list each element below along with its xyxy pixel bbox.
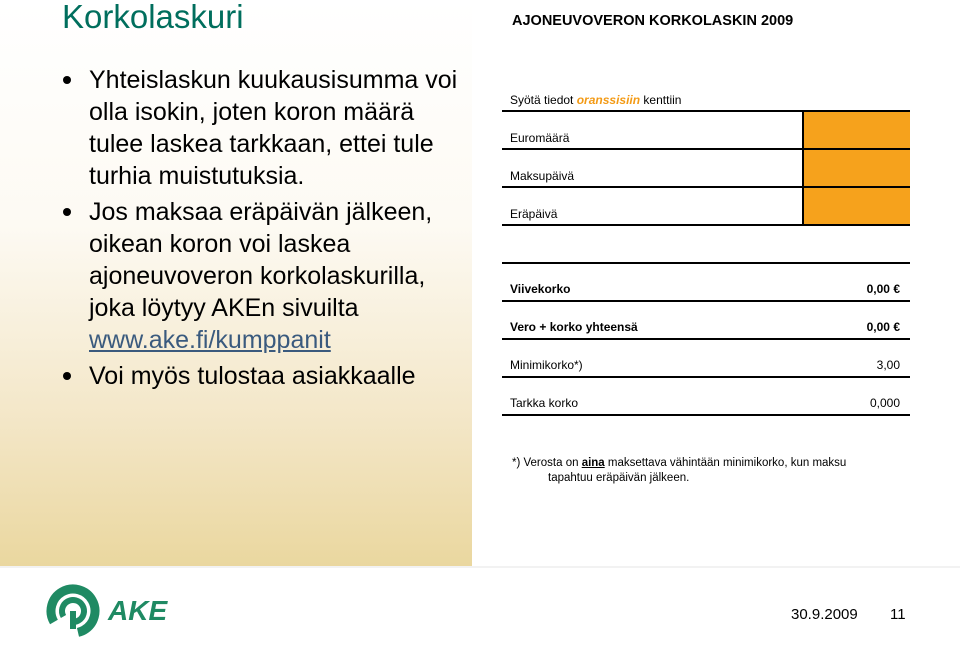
divider [502,262,910,264]
divider [502,224,910,226]
instruction-highlight: oranssisiin [576,93,641,107]
bullet-item [62,196,462,356]
ake-logo-icon [44,582,204,640]
total-value: 0,00 € [866,320,900,334]
divider [802,110,804,148]
calculator-panel [502,84,910,566]
divider [802,186,804,224]
divider [502,300,910,302]
footnote-line-1: *) Verosta on aina maksettava vähintään minimikorko, kun maksu [512,457,847,469]
divider [502,376,910,378]
erapaiva-label: Eräpäivä [510,207,558,221]
slide-title: Korkolaskuri [62,0,244,35]
maksupaiva-input[interactable] [804,150,910,186]
calculator-title: AJONEUVOVERON KORKOLASKIN 2009 [512,13,794,29]
maksupaiva-label: Maksupäivä [510,169,575,183]
slide-date: 30.9.2009 [791,606,858,623]
tarkka-korko-label: Tarkka korko [510,396,579,410]
minimikorko-value: 3,00 [876,358,900,372]
tarkka-korko-value: 0,000 [869,396,900,410]
ake-logo [44,582,204,645]
footnote [512,456,846,486]
logo-text: AKE [108,595,168,626]
euromaara-input[interactable] [804,112,910,148]
euromaara-label: Euromäärä [510,131,570,145]
kumppanit-link[interactable]: www.ake.fi/kumppanit [89,326,331,354]
page-number: 11 [890,606,906,623]
footnote-line-2: tapahtuu eräpäivän jälkeen. [548,472,690,484]
bullet-dot-icon [63,76,71,84]
divider [802,148,804,186]
divider [502,338,910,340]
bullet-dot-icon [63,208,71,216]
footer-divider [0,566,960,568]
bullet-item [62,64,462,192]
bullet-text: Yhteislaskun kuukausisumma voi olla isokin, joten koron määrä tulee laskea tarkkaan, ettei tule turhia muistutuksia. [89,66,458,190]
total-label: Vero + korko yhteensä [510,320,638,334]
minimikorko-label: Minimikorko*) [510,358,583,372]
bullet-list [62,64,462,392]
footnote-emphasis: aina [581,457,605,469]
viivekorko-value: 0,00 € [866,282,900,296]
bullet-dot-icon [63,372,71,380]
bullet-item [62,360,462,392]
erapaiva-input[interactable] [804,188,910,224]
bullet-text: Voi myös tulostaa asiakkaalle [89,362,416,390]
divider [502,414,910,416]
instruction-text: Syötä tiedot oranssisiin kenttiin [510,93,682,107]
viivekorko-label: Viivekorko [510,282,571,296]
bullet-text: Jos maksaa eräpäivän jälkeen, oikean koron voi laskea ajoneuvoveron korkolaskurilla, joka löytyy AKEn sivuilta [89,198,433,322]
